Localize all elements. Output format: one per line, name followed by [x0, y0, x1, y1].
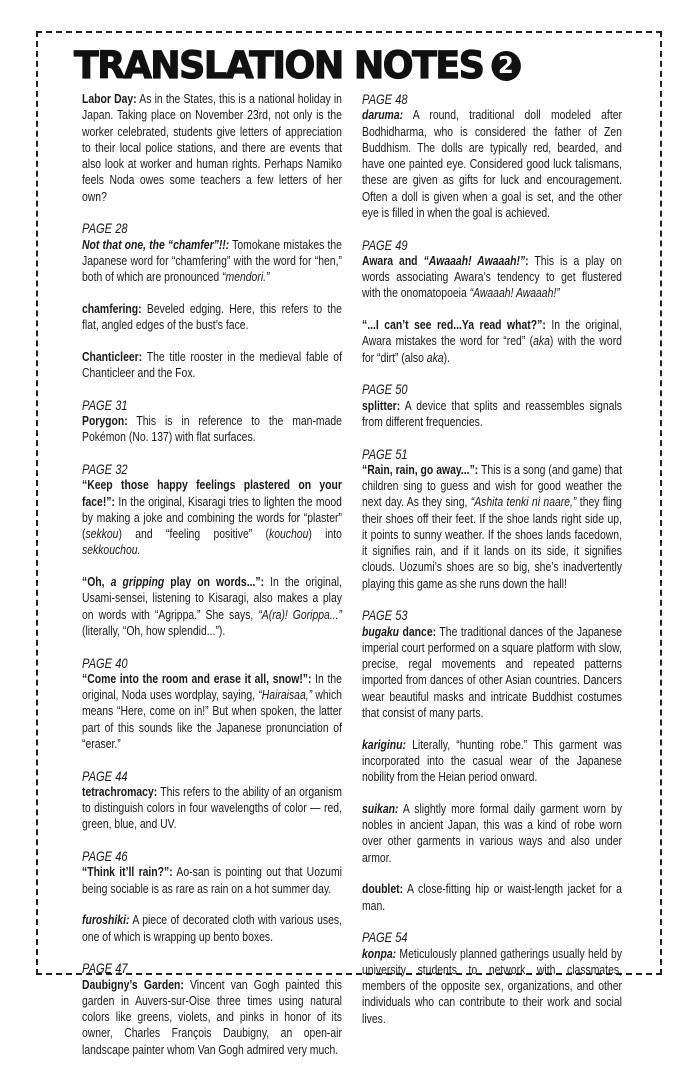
body-segment: ). [443, 349, 450, 365]
note-term [82, 671, 311, 686]
note-paragraph [362, 624, 622, 722]
notes-column-right [362, 91, 622, 1042]
note-entry [82, 349, 342, 382]
body-segment: sekkouchou. [82, 542, 141, 558]
term-segment: “Awaaah! Awaaah!” [423, 252, 526, 268]
body-segment: This refers to the ability of an organism to distinguish colors in four wavelengths of color — red, green, blue, and UV. [82, 783, 342, 832]
term-segment: tetrachromacy: [82, 783, 158, 799]
body-segment: Literally, “hunting robe.” This garment was incorporated into the casual wear of the Japanese nobility from the Heian period onward. [362, 736, 622, 784]
body-segment: In the original, Awara mistakes the word for “red” ( [362, 317, 622, 349]
page-heading: PAGE 48 [362, 91, 408, 107]
title-text: TRANSLATION NOTES [74, 44, 484, 87]
note-entry [82, 848, 342, 897]
body-segment: A close-fitting hip or waist-length jacket for a man. [362, 881, 622, 913]
body-segment: This is a song (and game) that children sing to guess and wish for good weather the next day. As they sing, [362, 461, 622, 510]
note-paragraph [362, 462, 622, 592]
note-term [362, 946, 396, 961]
body-segment: “mendori.” [222, 269, 270, 284]
term-segment: doublet: [362, 881, 404, 897]
note-entry [82, 912, 342, 945]
term-segment: chamfering: [82, 300, 142, 316]
body-segment: The title rooster in the medieval fable of Chanticleer and the Fox. [82, 348, 342, 380]
note-paragraph [362, 317, 622, 366]
term-segment: play on words...”: [164, 574, 265, 589]
term-segment: “Rain, rain, go away...”: [362, 461, 479, 477]
note-paragraph [82, 413, 342, 446]
page-heading: PAGE 46 [82, 848, 128, 864]
page-heading: PAGE 47 [82, 960, 128, 977]
note-term [82, 413, 128, 428]
page-heading: PAGE 51 [362, 445, 408, 462]
term-segment: “Think it’ll rain?”: [82, 864, 173, 880]
body-segment: The traditional dances of the Japanese imperial court performed on a square platform with slow, precise, regal movements and repeated patterns imported from dances of other Asian countries. Dancers wear beautiful masks and intricate Buddhist costumes that consist of many parts. [362, 623, 622, 720]
term-segment: “Come into the room and erase it all, snow!”: [82, 670, 312, 686]
page-heading: PAGE 49 [362, 236, 408, 253]
note-paragraph [82, 671, 342, 752]
note-paragraph [82, 912, 342, 945]
note-entry [82, 220, 342, 285]
page-heading: PAGE 50 [362, 381, 408, 398]
note-paragraph [82, 91, 342, 205]
body-segment: In the original, Usami-sensei, listening to Kisaragi, also makes a play on words with “Agrippa.” She says, [82, 574, 342, 622]
body-segment: This is in reference to the man-made Pokémon (No. 137) with flat surfaces. [82, 413, 342, 445]
body-segment: aka [426, 349, 444, 365]
note-paragraph [362, 801, 622, 866]
note-paragraph [82, 237, 342, 286]
body-segment: A round, traditional doll modeled after Bodhidharma, who is considered the father of Zen Buddhism. The dolls are typically red, bearded, and have one painted eye. Considered good luck talismans, these are given as gifts for luck and encouragement. Often a doll is given when a goal is set, and the other eye is filled in when the goal is achieved. [362, 107, 622, 220]
note-entry [82, 301, 342, 334]
note-entry [82, 91, 342, 205]
term-segment: Awara and [362, 252, 424, 268]
note-entry [362, 737, 622, 786]
body-segment: kouchou [269, 526, 309, 541]
note-term [362, 462, 478, 477]
page-heading: PAGE 54 [362, 929, 408, 946]
note-paragraph [82, 301, 342, 334]
body-segment: A slightly more formal daily garment worn by nobles in ancient Japan, this was a kind of robe worn over other garments in various ways and also under armor. [362, 800, 622, 865]
page-heading: PAGE 53 [362, 607, 408, 624]
term-segment: Daubigny’s Garden: [82, 976, 184, 992]
body-segment: Ao-san is pointing out that Uozumi being sociable is as rare as rain on a hot summer day. [82, 864, 342, 896]
term-segment: daruma: [362, 107, 404, 123]
note-term [82, 349, 142, 364]
term-segment: Labor Day: [82, 91, 137, 106]
term-segment: a gripping [110, 574, 165, 589]
body-segment: they fling their shoes off their feet. If the shoe lands right side up, it points to sunny weather. If the shoes lands facedown, it signifies rain, and if it lands on its side, it signifies clouds. Uozumi’s shoes are so big, she’s inadvertently playing this game as she runs down the hall! [362, 494, 622, 591]
term-segment: Not that one, the “chamfer”!!: [82, 236, 230, 252]
term-segment: “Oh, [82, 574, 111, 589]
note-entry [362, 801, 622, 866]
note-term [362, 398, 400, 413]
page-heading: PAGE 31 [82, 396, 128, 413]
body-segment: aka [533, 333, 550, 349]
note-paragraph [82, 977, 342, 1058]
note-paragraph [362, 253, 622, 302]
note-term [362, 737, 406, 752]
note-entry [362, 881, 622, 914]
note-paragraph [82, 477, 342, 558]
note-term [82, 237, 229, 252]
note-entry [82, 960, 342, 1058]
note-paragraph [82, 864, 342, 897]
term-segment: suikan: [362, 800, 399, 816]
note-term [362, 107, 403, 122]
note-term [362, 624, 436, 639]
note-term [82, 574, 264, 589]
note-entry [82, 397, 342, 446]
note-entry [82, 461, 342, 559]
note-paragraph [362, 737, 622, 786]
note-paragraph [82, 349, 342, 382]
body-segment: Meticulously planned gatherings usually held by university students to network with classmates, members of the opposite sex, organizations, and other individuals who can contribute to their work and social lives. [362, 945, 622, 1026]
body-segment: which means “Here, come on in!” But when spoken, the latter part of this sounds like the Japanese pronunciation of “eraser.” [82, 687, 342, 751]
body-segment: ) and “feeling positive” ( [118, 526, 270, 541]
term-segment: bugaku [362, 623, 400, 639]
term-segment: “Keep those happy feelings plastered on your face!”: [82, 477, 342, 509]
term-segment: Chanticleer: [82, 348, 143, 364]
note-paragraph [82, 574, 342, 639]
body-segment: Vincent van Gogh painted this garden in Auvers-sur-Oise three times using natural colors like greens, violets, and pinks in honor of its owner, Charles François Daubigny, an open-air landscape painter whom Van Gogh admired very much. [82, 976, 342, 1057]
note-entry [362, 237, 622, 302]
term-segment: kariginu: [362, 736, 406, 752]
body-segment: Tomokane mistakes the Japanese word for “chamfering” with the word for “hen,” both of which are pronounced [82, 236, 342, 284]
note-term [82, 977, 184, 992]
term-segment: furoshiki: [82, 912, 130, 928]
body-segment: ) into [308, 526, 342, 541]
body-segment: As in the States, this is a national holiday in Japan. Taking place on November 23rd, not only is the worker celebrated, students give letters of appreciation to their local police stations, and there are events that also look at worker and human rights. Perhaps Namiko feels Noda owes some teachers a few letters of her own? [82, 91, 342, 204]
note-term [82, 784, 157, 799]
page-heading: PAGE 32 [82, 461, 128, 477]
term-segment: Porygon: [82, 413, 128, 428]
note-term [82, 91, 137, 106]
body-segment: “A(ra)! Gorippa...” [258, 606, 342, 622]
body-segment: In the original, Kisaragi tries to lighten the mood by making a joke and combining the words for “plaster” ( [82, 493, 342, 541]
page-heading: PAGE 28 [82, 220, 128, 237]
note-entry [362, 607, 622, 721]
term-segment: “...I can’t see red...Ya read what?”: [362, 317, 546, 332]
page-title [74, 44, 521, 88]
body-segment: “Hairaisaa,” [258, 687, 313, 702]
note-term [82, 301, 142, 316]
note-entry [82, 655, 342, 753]
note-entry [362, 317, 622, 366]
note-entry [362, 446, 622, 592]
note-paragraph [82, 784, 342, 833]
note-entry [362, 929, 622, 1027]
body-segment: “Awaaah! Awaaah!” [469, 285, 560, 301]
page-heading: PAGE 40 [82, 654, 128, 671]
note-entry [362, 381, 622, 430]
body-segment: A piece of decorated cloth with various uses, one of which is wrapping up bento boxes. [82, 912, 342, 944]
note-paragraph [362, 881, 622, 914]
term-segment: : [525, 252, 529, 268]
note-paragraph [362, 107, 622, 221]
body-segment: In the original, Noda uses wordplay, saying, [82, 670, 342, 702]
term-segment: konpa: [362, 945, 397, 961]
page-heading: PAGE 44 [82, 767, 128, 784]
body-segment: sekkou [85, 526, 119, 541]
body-segment: “Ashita tenki ni naare,” [470, 494, 577, 510]
body-segment: This is a play on words associating Awara’s tendency to get flustered with the onomatopoeia [362, 252, 622, 301]
note-term [82, 912, 129, 927]
note-entry [82, 768, 342, 833]
note-term [362, 801, 398, 816]
note-term [362, 317, 546, 332]
title-number-badge: 2 [491, 51, 520, 81]
note-paragraph [362, 946, 622, 1027]
note-term [362, 881, 403, 896]
body-segment: Beveled edging. Here, this refers to the flat, angled edges of the bust’s face. [82, 300, 342, 332]
body-segment: (literally, “Oh, how splendid...”). [82, 622, 226, 638]
body-segment: A device that splits and reassembles signals from different frequencies. [362, 397, 622, 429]
notes-column-left [82, 91, 342, 1073]
note-entry [82, 574, 342, 639]
term-segment: dance: [399, 623, 437, 639]
note-entry [362, 91, 622, 221]
body-segment: ) with the word for “dirt” (also [362, 333, 622, 365]
term-segment: splitter: [362, 397, 401, 413]
note-term [362, 253, 529, 268]
note-term [82, 864, 173, 879]
note-paragraph [362, 398, 622, 431]
